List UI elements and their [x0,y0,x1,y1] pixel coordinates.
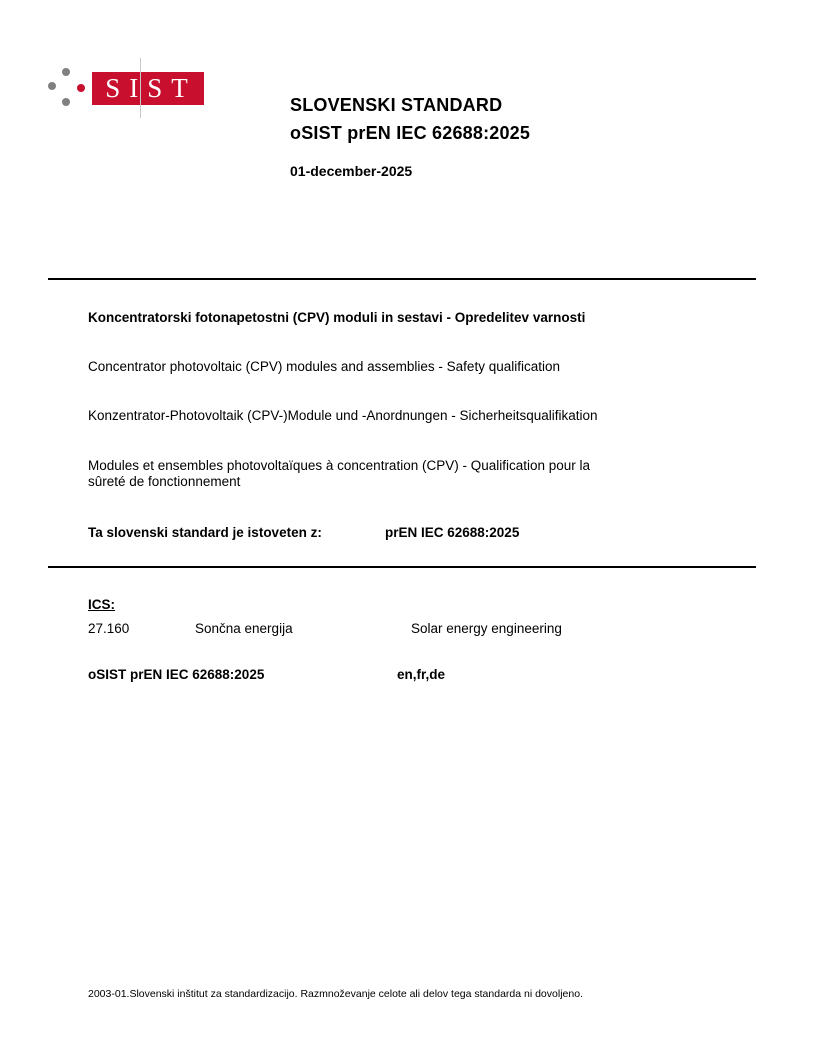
identity-label: Ta slovenski standard je istoveten z: [88,525,322,540]
top-rule [48,278,756,280]
logo-dot-gray-top [62,68,70,76]
ics-sl-description: Sončna energija [195,621,293,636]
ics-en-description: Solar energy engineering [411,621,562,636]
logo-text: SIST [105,73,197,103]
title-french-line1: Modules et ensembles photovoltaïques à concentration (CPV) - Qualification pour la [88,458,591,473]
title-german: Konzentrator-Photovoltaik (CPV-)Module und -Anordnungen - Sicherheitsqualifikation [88,408,598,423]
middle-rule [48,566,756,568]
standard-code: oSIST prEN IEC 62688:2025 [290,123,531,143]
identity-value: prEN IEC 62688:2025 [385,525,520,540]
standard-date: 01-december-2025 [290,163,413,179]
title-french-line2: sûreté de fonctionnement [88,474,241,489]
logo-dot-gray-bottom [62,98,70,106]
title-slovenian: Koncentratorski fotonapetostni (CPV) moduli in sestavi - Opredelitev varnosti [88,310,586,325]
bottom-languages: en,fr,de [397,667,446,682]
logo-dot-gray-left [48,82,56,90]
ics-code: 27.160 [88,621,130,636]
standard-heading: SLOVENSKI STANDARD [290,95,503,115]
copyright-footer: 2003-01.Slovenski inštitut za standardizacijo. Razmnoževanje celote ali delov tega standarda ni dovoljeno. [88,988,583,1000]
bottom-standard-code: oSIST prEN IEC 62688:2025 [88,667,265,682]
ics-label: ICS: [88,597,115,612]
logo-dot-red [77,84,85,92]
title-english: Concentrator photovoltaic (CPV) modules and assemblies - Safety qualification [88,359,560,374]
